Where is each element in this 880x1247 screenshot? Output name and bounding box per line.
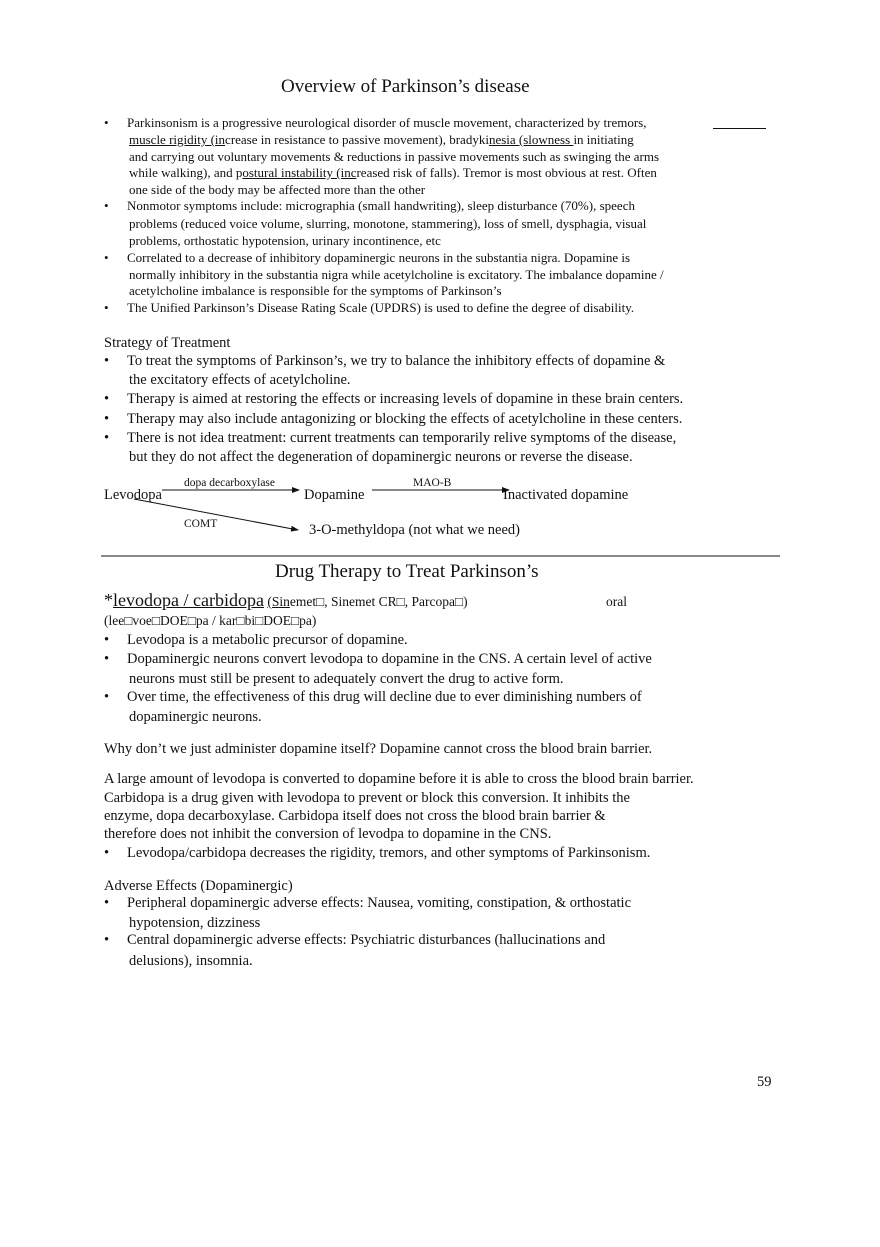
bullet-text: one side of the body may be affected more than the other bbox=[129, 182, 426, 197]
bullet-text: Nonmotor symptoms include: micrographia (small handwriting), sleep disturbance (70%), speech bbox=[127, 198, 635, 213]
bullet-text: Correlated to a decrease of inhibitory dopaminergic neurons in the substantia nigra. Dopamine is bbox=[127, 250, 631, 265]
bullet-text: hypotension, dizziness bbox=[129, 915, 261, 931]
section-heading: Adverse Effects (Dopaminergic) bbox=[104, 878, 293, 894]
bullet-icon: • bbox=[104, 411, 110, 427]
bullet-text: problems, orthostatic hypotension, urinary incontinence, etc bbox=[129, 233, 441, 248]
bullet-icon: • bbox=[104, 651, 110, 667]
pathway-inactivated-dopamine: Inactivated dopamine bbox=[503, 487, 629, 503]
bullet-text: Peripheral dopaminergic adverse effects: Nausea, vomiting, constipation, & orthostatic bbox=[127, 895, 632, 911]
bullet-icon: • bbox=[104, 430, 110, 446]
drug-name-line: *levodopa / carbidopa (Sinemet□, Sinemet CR□, Parcopa□) bbox=[104, 590, 468, 610]
bullet-icon: • bbox=[104, 250, 109, 265]
bullet-icon: • bbox=[104, 895, 110, 911]
paragraph-line: therefore does not inhibit the conversion of levodpa to dopamine in the CNS. bbox=[104, 826, 552, 842]
bullet-text: The Unified Parkinson’s Disease Rating Scale (UPDRS) is used to define the degree of disability. bbox=[127, 300, 635, 315]
bullet-text: but they do not affect the degeneration of dopaminergic neurons or reverse the disease. bbox=[129, 449, 633, 465]
bullet-text: dopaminergic neurons. bbox=[129, 709, 262, 725]
bullet-text: and carrying out voluntary movements & reductions in passive movements such as swinging the arms bbox=[129, 149, 660, 164]
bullet-text: normally inhibitory in the substantia nigra while acetylcholine is excitatory. The imbalance dopamine / bbox=[129, 267, 664, 282]
bullet-text: neurons must still be present to adequately convert the drug to active form. bbox=[129, 671, 564, 687]
section-title: Drug Therapy to Treat Parkinson’s bbox=[275, 561, 539, 582]
bullet-text: Central dopaminergic adverse effects: Psychiatric disturbances (hallucinations and bbox=[127, 932, 606, 948]
enzyme-comt: COMT bbox=[184, 518, 218, 530]
bullet-text: acetylcholine imbalance is responsible for the symptoms of Parkinson’s bbox=[129, 283, 502, 298]
paragraph-line: A large amount of levodopa is converted to dopamine before it is able to cross the blood brain barrier. bbox=[104, 771, 694, 787]
paragraph-line: Carbidopa is a drug given with levodopa to prevent or block this conversion. It inhibits the bbox=[104, 790, 630, 806]
drug-brands: emet□, Sinemet CR□, Parcopa□) bbox=[289, 594, 468, 609]
bullet-text: delusions), insomnia. bbox=[129, 953, 253, 969]
bullet-icon: • bbox=[104, 198, 109, 213]
bullet-icon: • bbox=[104, 845, 110, 861]
bullet-text: Parkinsonism is a progressive neurological disorder of muscle movement, characterized by tremors, bbox=[127, 115, 647, 130]
bullet-text: muscle rigidity (increase in resistance to passive movement), bradykinesia (slowness in initiating bbox=[129, 132, 634, 147]
bullet-text: problems (reduced voice volume, slurring, monotone, stammering), loss of smell, dysphagia, visual bbox=[129, 216, 647, 231]
bullet-icon: • bbox=[104, 300, 109, 315]
enzyme-mao-b: MAO-B bbox=[413, 477, 452, 489]
bullet-text: Therapy may also include antagonizing or blocking the effects of acetylcholine in these centers. bbox=[127, 411, 683, 427]
paragraph-line: enzyme, dopa decarboxylase. Carbidopa itself does not cross the blood brain barrier & bbox=[104, 808, 606, 824]
bullet-text: Dopaminergic neurons convert levodopa to dopamine in the CNS. A certain level of active bbox=[127, 651, 652, 667]
bullet-icon: • bbox=[104, 632, 110, 648]
bullet-icon: • bbox=[104, 391, 110, 407]
bullet-text: Levodopa is a metabolic precursor of dopamine. bbox=[127, 632, 408, 648]
drug-brands-prefix: (Sin bbox=[267, 594, 290, 609]
pathway-dopamine: Dopamine bbox=[304, 487, 365, 503]
bullet-text: while walking), and postural instability (increased risk of falls). Tremor is most obvious at rest. Often bbox=[129, 165, 657, 180]
bullet-icon: • bbox=[104, 932, 110, 948]
question-text: Why don’t we just administer dopamine itself? Dopamine cannot cross the blood brain barrier. bbox=[104, 741, 653, 757]
section-heading: Strategy of Treatment bbox=[104, 335, 231, 351]
bullet-text: Levodopa/carbidopa decreases the rigidity, tremors, and other symptoms of Parkinsonism. bbox=[127, 845, 651, 861]
enzyme-dopa-decarboxylase: dopa decarboxylase bbox=[184, 477, 276, 489]
bullet-text: Over time, the effectiveness of this drug will decline due to ever diminishing numbers of bbox=[127, 689, 642, 705]
bullet-icon: • bbox=[104, 353, 110, 369]
bullet-text: To treat the symptoms of Parkinson’s, we try to balance the inhibitory effects of dopamine & bbox=[127, 353, 666, 369]
bullet-icon: • bbox=[104, 115, 109, 130]
pathway-levodopa: Levodopa bbox=[104, 487, 162, 503]
drug-name: levodopa / carbidopa bbox=[113, 590, 264, 610]
bullet-text: the excitatory effects of acetylcholine. bbox=[129, 372, 351, 388]
bullet-text: Therapy is aimed at restoring the effects or increasing levels of dopamine in these brain centers. bbox=[127, 391, 684, 407]
pathway-methyldopa: 3-O-methyldopa (not what we need) bbox=[309, 522, 520, 538]
bullet-text: There is not idea treatment: current treatments can temporarily relive symptoms of the disease, bbox=[127, 430, 677, 446]
bullet-icon: • bbox=[104, 689, 110, 705]
page-title: Overview of Parkinson’s disease bbox=[281, 76, 530, 97]
page-number: 59 bbox=[757, 1074, 772, 1090]
drug-route: oral bbox=[606, 594, 627, 609]
drug-pronunciation: (lee□voe□DOE□pa / kar□bi□DOE□pa) bbox=[104, 613, 317, 628]
